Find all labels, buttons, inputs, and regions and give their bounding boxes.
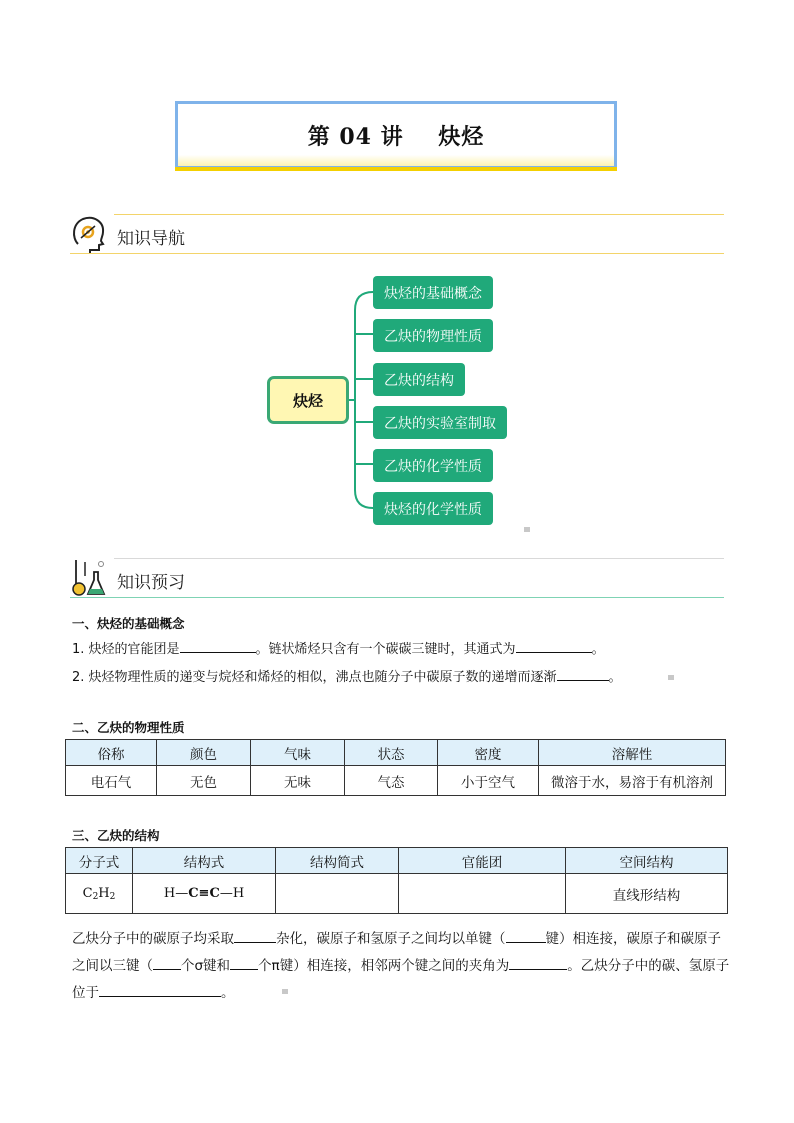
divider-top <box>114 558 724 559</box>
table-cell: 微溶于水，易溶于有机溶剂 <box>539 766 726 796</box>
mindmap-node-1: 炔烃的基础概念 <box>373 276 493 309</box>
mindmap-root: 炔烃 <box>267 376 349 424</box>
table-cell: 无色 <box>157 766 251 796</box>
q1-text-c: 。 <box>591 642 605 657</box>
mindmap-node-5: 乙炔的化学性质 <box>373 449 493 482</box>
q1-text-b: 。链状烯烃只含有一个碳碳三键时，其通式为 <box>255 642 516 657</box>
table-cell: 气态 <box>345 766 438 796</box>
table-cell: 小于空气 <box>438 766 539 796</box>
heading-physical-props: 二、乙炔的物理性质 <box>72 720 185 735</box>
section-header-preview <box>70 558 724 598</box>
divider-top <box>114 214 724 215</box>
heading-basic-concept: 一、炔烃的基础概念 <box>72 616 185 631</box>
blank-cell-functional-group[interactable] <box>399 874 566 914</box>
table-header-row <box>66 740 726 766</box>
section-label-nav: 知识导航 <box>117 229 185 249</box>
divider-bottom <box>70 253 724 254</box>
table-cell-shape: 直线形结构 <box>566 874 728 914</box>
table-header-cell: 俗称 <box>66 740 157 766</box>
table-header-cell: 气味 <box>251 740 345 766</box>
section-header-nav <box>70 214 724 254</box>
table-row <box>66 766 726 796</box>
blank-bond-type[interactable] <box>506 930 546 943</box>
table-header-cell: 溶解性 <box>539 740 726 766</box>
blank-atom-position[interactable] <box>99 984 221 997</box>
page-title: 第 04 讲 炔烃 <box>307 123 485 150</box>
q2-text-b: 。 <box>608 670 622 685</box>
title-box <box>175 101 617 169</box>
heading-structure: 三、乙炔的结构 <box>72 828 160 843</box>
mindmap-node-4: 乙炔的实验室制取 <box>373 406 507 439</box>
edit-mark <box>668 675 674 680</box>
structure-table <box>65 847 728 914</box>
blank-hybridization[interactable] <box>234 930 276 943</box>
structural-formula: H—C≡C—H <box>133 874 276 914</box>
table-header-cell: 密度 <box>438 740 539 766</box>
structure-paragraph: 乙炔分子中的碳原子均采取 杂化，碳原子和氢原子之间均以单键（ 键）相连接，碳原子和碳原子之间以三键（ 个σ键和 个π键）相连接，相邻两个键之间的夹角为 。乙炔分子中的碳、氢原子位于 。 <box>72 931 730 1001</box>
section-label-preview: 知识预习 <box>117 573 185 593</box>
table-header-cell: 结构简式 <box>276 848 399 874</box>
mindmap-node-3: 乙炔的结构 <box>373 363 465 396</box>
table-header-cell: 分子式 <box>66 848 133 874</box>
blank-general-formula[interactable] <box>516 640 592 653</box>
molecular-formula: $C_2H_2$ <box>66 874 133 914</box>
lab-flask-icon <box>70 558 108 598</box>
table-header-cell: 结构式 <box>133 848 276 874</box>
question-1 <box>72 638 605 657</box>
q2-text-a: 2. 炔烃物理性质的递变与烷烃和烯烃的相似，沸点也随分子中碳原子数的递增而逐渐 <box>72 670 557 685</box>
question-2 <box>72 666 622 685</box>
blank-sigma-count[interactable] <box>153 957 181 970</box>
table-header-cell: 官能团 <box>399 848 566 874</box>
table-cell: 电石气 <box>66 766 157 796</box>
divider-bottom <box>70 597 724 598</box>
physical-props-table <box>65 739 726 796</box>
mindmap-node-6: 炔烃的化学性质 <box>373 492 493 525</box>
table-row <box>66 874 728 914</box>
edit-mark <box>282 989 288 994</box>
table-header-row <box>66 848 728 874</box>
mindmap-node-2: 乙炔的物理性质 <box>373 319 493 352</box>
blank-bond-angle[interactable] <box>509 957 567 970</box>
table-header-cell: 空间结构 <box>566 848 728 874</box>
table-header-cell: 颜色 <box>157 740 251 766</box>
blank-pi-count[interactable] <box>230 957 258 970</box>
blank-boiling-trend[interactable] <box>557 668 609 681</box>
table-header-cell: 状态 <box>345 740 438 766</box>
edit-mark <box>524 527 530 532</box>
q1-text-a: 1. 炔烃的官能团是 <box>72 642 180 657</box>
head-gear-icon <box>70 214 108 254</box>
table-cell: 无味 <box>251 766 345 796</box>
blank-functional-group[interactable] <box>180 640 256 653</box>
blank-cell-simple-formula[interactable] <box>276 874 399 914</box>
